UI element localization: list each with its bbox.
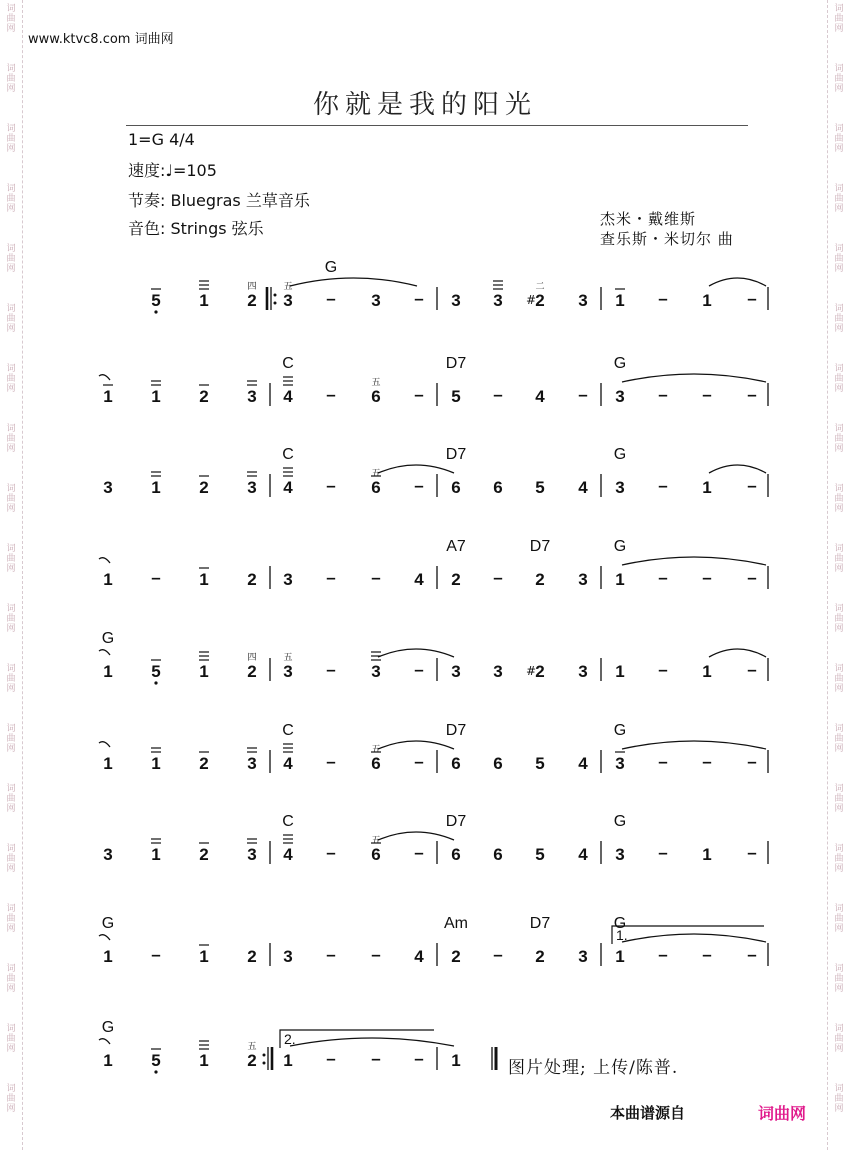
- string-marking: 五: [371, 378, 381, 388]
- chord-symbol: C: [282, 722, 294, 739]
- chord-symbol: G: [613, 538, 627, 555]
- side-watermark-text: 词 曲 网: [834, 664, 844, 694]
- tie-arc: [622, 374, 766, 382]
- sustain-dash: –: [151, 945, 161, 964]
- note-digit: 4: [283, 478, 293, 497]
- site-url[interactable]: www.ktvc8.com 词曲网: [28, 32, 174, 47]
- note-digit: 1: [151, 845, 161, 864]
- side-watermark-text: 词 曲 网: [6, 244, 16, 274]
- side-watermark-text: 词 曲 网: [6, 4, 16, 34]
- note-digit: 1: [103, 1051, 113, 1070]
- side-watermark-text: 词 曲 网: [6, 724, 16, 754]
- side-watermark-text: 词 曲 网: [834, 424, 844, 454]
- sustain-dash: –: [326, 289, 336, 308]
- sustain-dash: –: [702, 945, 712, 964]
- chord-symbol: G: [324, 259, 338, 276]
- tie-arc: [709, 465, 766, 473]
- upload-note: 图片处理; 上传/陈普.: [508, 1058, 679, 1078]
- note-digit: 6: [371, 754, 381, 773]
- sustain-dash: –: [747, 476, 757, 495]
- note-digit: 2: [535, 662, 545, 681]
- side-watermark-text: 词 曲 网: [834, 484, 844, 514]
- string-marking: 五: [247, 1042, 257, 1052]
- composer-credit: 查乐斯・米切尔 曲: [600, 230, 734, 248]
- tie-arc: [622, 557, 766, 565]
- note-digit: 3: [578, 947, 588, 966]
- source-label: 本曲谱源自: [610, 1104, 686, 1122]
- sustain-dash: –: [658, 843, 668, 862]
- note-digit: 1: [103, 387, 113, 406]
- note-digit: 2: [199, 754, 209, 773]
- side-watermark-text: 词 曲 网: [834, 1024, 844, 1054]
- sustain-dash: –: [747, 568, 757, 587]
- note-digit: 6: [493, 754, 503, 773]
- note-digit: 1: [103, 662, 113, 681]
- note-digit: 1: [702, 291, 712, 310]
- string-marking: 二: [535, 282, 545, 292]
- sustain-dash: –: [414, 289, 424, 308]
- sustain-dash: –: [371, 1049, 381, 1068]
- sustain-dash: –: [326, 568, 336, 587]
- chord-symbol: D7: [445, 722, 467, 739]
- note-digit: 4: [578, 754, 588, 773]
- note-digit: 3: [283, 662, 293, 681]
- sustain-dash: –: [658, 945, 668, 964]
- string-marking: 四: [247, 653, 257, 663]
- chord-symbol: D7: [445, 446, 467, 463]
- quarter-note-icon: ♩: [165, 161, 173, 180]
- sustain-dash: –: [326, 752, 336, 771]
- note-digit: 6: [371, 478, 381, 497]
- tie-arc: [378, 649, 454, 657]
- note-digit: 6: [371, 387, 381, 406]
- timbre: 音色: Strings 弦乐: [128, 219, 264, 238]
- note-digit: 3: [103, 478, 113, 497]
- chord-symbol: Am: [444, 915, 468, 932]
- note-digit: 3: [615, 478, 625, 497]
- note-digit: 2: [247, 947, 257, 966]
- note-digit: 2: [199, 387, 209, 406]
- chord-symbol: D7: [445, 355, 467, 372]
- sustain-dash: –: [414, 843, 424, 862]
- note-digit: 3: [371, 662, 381, 681]
- sustain-dash: –: [702, 385, 712, 404]
- string-marking: 五: [283, 653, 293, 663]
- chord-symbol: G: [613, 355, 627, 372]
- sustain-dash: –: [658, 289, 668, 308]
- note-digit: 3: [451, 662, 461, 681]
- note-digit: 1: [199, 662, 209, 681]
- sustain-dash: –: [151, 568, 161, 587]
- sustain-dash: –: [702, 752, 712, 771]
- sustain-dash: –: [747, 843, 757, 862]
- note-digit: 2: [247, 1051, 257, 1070]
- tie-arc: [709, 649, 766, 657]
- note-digit: 2: [535, 570, 545, 589]
- sharp-sign: #: [525, 664, 537, 678]
- repeat-dot: [263, 1062, 266, 1065]
- string-marking: 五: [371, 469, 381, 479]
- note-digit: 1: [199, 1051, 209, 1070]
- note-digit: 6: [451, 478, 461, 497]
- chord-symbol: G: [613, 915, 627, 932]
- chord-symbol: D7: [445, 813, 467, 830]
- side-watermark-text: 词 曲 网: [6, 964, 16, 994]
- note-digit: 1: [615, 291, 625, 310]
- note-digit: 2: [535, 947, 545, 966]
- tie-arc: [290, 278, 417, 286]
- note-digit: 1: [702, 662, 712, 681]
- note-digit: 5: [535, 754, 545, 773]
- tie-continuation: [99, 375, 110, 380]
- side-watermark-text: 词 曲 网: [6, 64, 16, 94]
- note-digit: 1: [615, 947, 625, 966]
- sustain-dash: –: [414, 385, 424, 404]
- note-digit: 2: [199, 845, 209, 864]
- tie-arc: [709, 278, 766, 286]
- side-watermark-text: 词 曲 网: [6, 304, 16, 334]
- side-watermark-text: 词 曲 网: [6, 124, 16, 154]
- side-watermark-text: 词 曲 网: [834, 184, 844, 214]
- note-digit: 1: [199, 947, 209, 966]
- sustain-dash: –: [326, 843, 336, 862]
- note-digit: 3: [247, 754, 257, 773]
- chord-symbol: G: [613, 722, 627, 739]
- side-watermark-text: 词 曲 网: [834, 304, 844, 334]
- source-site-link[interactable]: 词曲网: [758, 1104, 807, 1123]
- sustain-dash: –: [747, 660, 757, 679]
- sharp-sign: #: [525, 293, 537, 307]
- tie-continuation: [99, 558, 110, 563]
- string-marking: 四: [247, 282, 257, 292]
- note-digit: 6: [451, 845, 461, 864]
- rhythm: 节奏: Bluegras 兰草音乐: [128, 191, 310, 210]
- chord-symbol: G: [101, 630, 115, 647]
- note-digit: 1: [702, 845, 712, 864]
- side-watermark-text: 词 曲 网: [6, 784, 16, 814]
- key-meter: 1=G 4/4: [128, 130, 195, 149]
- tie-continuation: [99, 650, 110, 655]
- side-watermark-text: 词 曲 网: [834, 544, 844, 574]
- note-digit: 2: [247, 662, 257, 681]
- tie-continuation: [99, 935, 110, 940]
- sustain-dash: –: [414, 476, 424, 495]
- tie-arc: [622, 934, 766, 942]
- chord-symbol: D7: [529, 915, 551, 932]
- sustain-dash: –: [578, 385, 588, 404]
- side-watermark-text: 词 曲 网: [6, 364, 16, 394]
- sustain-dash: –: [658, 752, 668, 771]
- note-digit: 5: [151, 1051, 161, 1070]
- song-title: 你就是我的阳光: [312, 90, 537, 120]
- note-digit: 6: [451, 754, 461, 773]
- note-digit: 5: [451, 387, 461, 406]
- sustain-dash: –: [747, 289, 757, 308]
- note-digit: 3: [578, 662, 588, 681]
- sustain-dash: –: [414, 660, 424, 679]
- note-digit: 3: [493, 291, 503, 310]
- octave-dot: [154, 310, 157, 313]
- side-watermark-text: 词 曲 网: [834, 364, 844, 394]
- side-watermark-text: 词 曲 网: [834, 724, 844, 754]
- note-digit: 1: [151, 478, 161, 497]
- note-digit: 6: [371, 845, 381, 864]
- tie-continuation: [99, 742, 110, 747]
- note-digit: 3: [615, 845, 625, 864]
- sustain-dash: –: [658, 660, 668, 679]
- tie-arc: [378, 741, 454, 749]
- string-marking: 五: [371, 745, 381, 755]
- volta-bracket: [280, 1030, 434, 1048]
- sustain-dash: –: [326, 660, 336, 679]
- chord-symbol: C: [282, 813, 294, 830]
- side-watermark-text: 词 曲 网: [6, 844, 16, 874]
- sustain-dash: –: [326, 476, 336, 495]
- side-watermark-text: 词 曲 网: [834, 124, 844, 154]
- sustain-dash: –: [326, 1049, 336, 1068]
- note-digit: 1: [615, 570, 625, 589]
- side-watermark-text: 词 曲 网: [834, 1084, 844, 1114]
- note-digit: 2: [451, 947, 461, 966]
- repeat-dot: [274, 294, 277, 297]
- chord-symbol: G: [613, 446, 627, 463]
- tempo-value: =105: [172, 161, 217, 180]
- side-watermark-text: 词 曲 网: [6, 424, 16, 454]
- note-digit: 2: [247, 291, 257, 310]
- tie-continuation: [99, 1039, 110, 1044]
- side-watermark-text: 词 曲 网: [6, 664, 16, 694]
- chord-symbol: C: [282, 446, 294, 463]
- note-digit: 5: [535, 478, 545, 497]
- note-digit: 3: [371, 291, 381, 310]
- note-digit: 1: [199, 291, 209, 310]
- note-digit: 3: [247, 387, 257, 406]
- string-marking: 五: [371, 836, 381, 846]
- side-watermark-text: 词 曲 网: [834, 964, 844, 994]
- note-digit: 1: [451, 1051, 461, 1070]
- note-digit: 3: [247, 478, 257, 497]
- note-digit: 1: [151, 754, 161, 773]
- note-digit: 4: [535, 387, 545, 406]
- note-digit: 1: [103, 947, 113, 966]
- side-watermark-text: 词 曲 网: [834, 4, 844, 34]
- sustain-dash: –: [658, 568, 668, 587]
- note-digit: 3: [578, 291, 588, 310]
- note-digit: 3: [615, 387, 625, 406]
- note-digit: 1: [103, 754, 113, 773]
- side-watermark-text: 词 曲 网: [6, 184, 16, 214]
- side-watermark-text: 词 曲 网: [6, 1024, 16, 1054]
- sustain-dash: –: [414, 752, 424, 771]
- note-digit: 6: [493, 478, 503, 497]
- note-digit: 5: [151, 291, 161, 310]
- side-watermark-text: 词 曲 网: [834, 64, 844, 94]
- note-digit: 4: [283, 387, 293, 406]
- tie-arc: [622, 741, 766, 749]
- note-digit: 2: [535, 291, 545, 310]
- volta-label: 2.: [284, 1031, 296, 1047]
- note-digit: 4: [283, 754, 293, 773]
- sustain-dash: –: [493, 568, 503, 587]
- note-digit: 3: [247, 845, 257, 864]
- chord-symbol: D7: [529, 538, 551, 555]
- side-watermark-text: 词 曲 网: [834, 244, 844, 274]
- side-watermark-text: 词 曲 网: [6, 544, 16, 574]
- note-digit: 2: [247, 570, 257, 589]
- note-digit: 1: [283, 1051, 293, 1070]
- side-watermark-text: 词 曲 网: [834, 904, 844, 934]
- sustain-dash: –: [658, 385, 668, 404]
- tie-arc: [290, 1038, 454, 1046]
- note-digit: 3: [103, 845, 113, 864]
- note-digit: 5: [151, 662, 161, 681]
- note-digit: 3: [283, 947, 293, 966]
- sustain-dash: –: [371, 945, 381, 964]
- side-watermark-text: 词 曲 网: [6, 604, 16, 634]
- chord-symbol: A7: [446, 538, 466, 555]
- side-watermark-text: 词 曲 网: [834, 604, 844, 634]
- note-digit: 4: [578, 478, 588, 497]
- sustain-dash: –: [326, 385, 336, 404]
- tie-arc: [378, 832, 454, 840]
- repeat-dot: [274, 302, 277, 305]
- lyricist-credit: 杰米・戴维斯: [600, 210, 697, 228]
- note-digit: 4: [414, 570, 424, 589]
- sustain-dash: –: [326, 945, 336, 964]
- repeat-dot: [263, 1054, 266, 1057]
- note-digit: 3: [578, 570, 588, 589]
- tie-arc: [378, 465, 454, 473]
- note-digit: 4: [414, 947, 424, 966]
- sustain-dash: –: [658, 476, 668, 495]
- note-digit: 2: [199, 478, 209, 497]
- volta-label: 1.: [616, 927, 628, 943]
- note-digit: 1: [151, 387, 161, 406]
- sustain-dash: –: [371, 568, 381, 587]
- note-digit: 1: [615, 662, 625, 681]
- note-digit: 3: [493, 662, 503, 681]
- note-digit: 1: [702, 478, 712, 497]
- note-digit: 2: [451, 570, 461, 589]
- note-digit: 3: [451, 291, 461, 310]
- string-marking: 五: [283, 282, 293, 292]
- chord-symbol: G: [613, 813, 627, 830]
- sustain-dash: –: [493, 385, 503, 404]
- sustain-dash: –: [747, 945, 757, 964]
- note-digit: 6: [493, 845, 503, 864]
- chord-symbol: C: [282, 355, 294, 372]
- note-digit: 3: [283, 291, 293, 310]
- side-watermark-text: 词 曲 网: [6, 904, 16, 934]
- note-digit: 4: [283, 845, 293, 864]
- sustain-dash: –: [414, 1049, 424, 1068]
- note-digit: 4: [578, 845, 588, 864]
- note-digit: 5: [535, 845, 545, 864]
- sustain-dash: –: [702, 568, 712, 587]
- note-digit: 1: [103, 570, 113, 589]
- tempo-label: 速度:: [128, 161, 166, 180]
- volta-bracket: [612, 926, 764, 944]
- sustain-dash: –: [747, 385, 757, 404]
- sustain-dash: –: [747, 752, 757, 771]
- octave-dot: [154, 1070, 157, 1073]
- chord-symbol: G: [101, 915, 115, 932]
- note-digit: 1: [199, 570, 209, 589]
- note-digit: 3: [615, 754, 625, 773]
- chord-symbol: G: [101, 1019, 115, 1036]
- octave-dot: [154, 681, 157, 684]
- note-digit: 3: [283, 570, 293, 589]
- side-watermark-text: 词 曲 网: [6, 1084, 16, 1114]
- side-watermark-text: 词 曲 网: [834, 844, 844, 874]
- side-watermark-text: 词 曲 网: [6, 484, 16, 514]
- side-watermark-text: 词 曲 网: [834, 784, 844, 814]
- sustain-dash: –: [493, 945, 503, 964]
